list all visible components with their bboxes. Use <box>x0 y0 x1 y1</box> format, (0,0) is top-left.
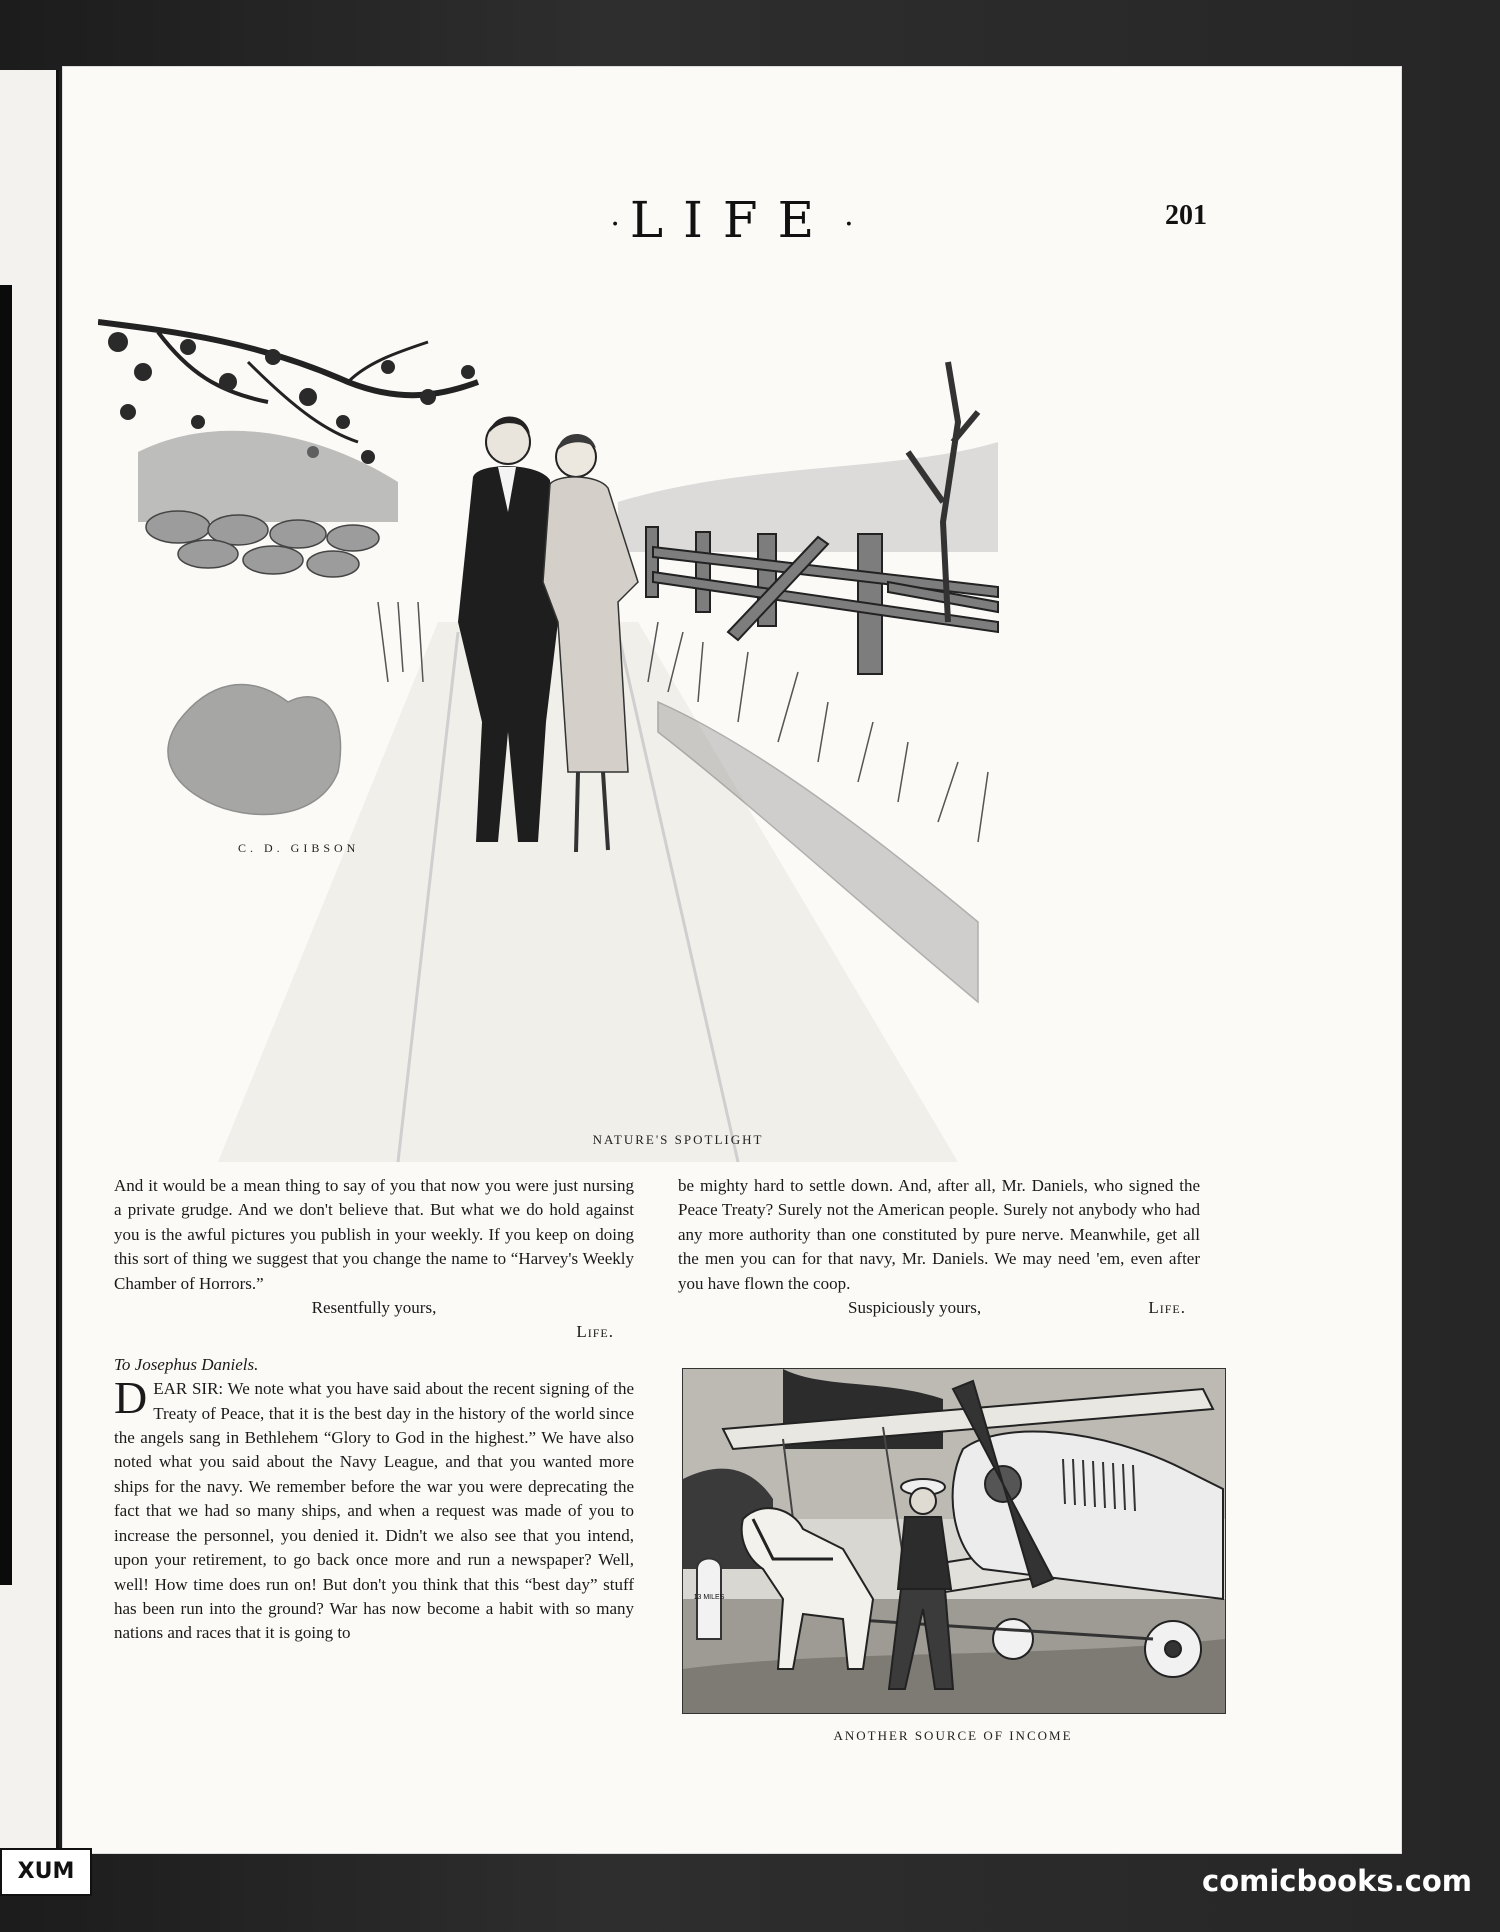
illustration-another-source-of-income <box>682 1368 1226 1714</box>
right-signature: Life. <box>1148 1298 1186 1318</box>
milestone <box>694 1559 725 1640</box>
milestone-text: 13 MILES <box>693 1594 725 1601</box>
left-paragraph: And it would be a mean thing to say of you that now you were just nursing a private grudge. And we don't believe that. But what we do hold against you is the awful pictures you publish in your weekly. If you keep on doing this sort of thing we suggest that you change the name to “Harvey's Weekly Chamber of Horrors.” <box>114 1176 634 1293</box>
artist-signature: C. D. GIBSON <box>238 841 360 855</box>
caption-natures-spotlight: NATURE'S SPOTLIGHT <box>592 1132 764 1147</box>
left-signature: Life. <box>576 1322 614 1342</box>
page-number: 201 <box>1165 200 1207 231</box>
right-closing: Suspiciously yours, <box>848 1298 982 1318</box>
letter-dropcap: D <box>114 1372 148 1424</box>
caption-another-source-of-income: ANOTHER SOURCE OF INCOME <box>833 1728 1073 1743</box>
illustration-natures-spotlight <box>98 302 1258 1162</box>
masthead-dot-left: · <box>610 206 620 242</box>
left-column <box>114 1174 634 1646</box>
right-column <box>678 1174 1200 1320</box>
letter-body-wrapper <box>114 1372 634 1645</box>
masthead-dot-right: · <box>844 206 854 242</box>
binding-shadow <box>0 285 12 1585</box>
site-watermark: comicbooks.com <box>1202 1864 1472 1898</box>
right-signoff-line <box>678 1296 1200 1320</box>
letter-salutation: To Josephus Daniels. <box>114 1354 259 1374</box>
letter-body: EAR SIR: We note what you have said about the recent signing of the Treaty of Peace, that it is the best day in the history of the world since the angels sang in Bethlehem “Glory to God in the highest.” We have also noted what you said about the Navy League, and that you wanted more ships for the navy. We remember before the war you were deprecating the fact that we had so many ships, and when a request was made of you to increase the personnel, you denied it. Didn't we also see that you intend, upon your retirement, to go back once more and run a newspaper? Well, well! How time does run on! But don't you think that this “best day” stuff has been run into the ground? War has now become a habit with so many nations and races that it is going to <box>114 1379 634 1643</box>
magazine-page <box>62 66 1402 1854</box>
left-closing: Resentfully yours, <box>311 1298 437 1318</box>
ground <box>683 1599 1225 1713</box>
masthead-title: LIFE <box>629 191 835 249</box>
right-paragraph: be mighty hard to settle down. And, after all, Mr. Daniels, who signed the Peace Treaty? Surely not the American people. Surely not anybody who had any more authority than one constituted by pure nerve. Meanwhile, get all the men you can for that navy, Mr. Daniels. We may need 'em, even after you have flown the coop. <box>678 1176 1200 1293</box>
tree-branch <box>98 322 478 442</box>
scanner-tag: XUM <box>0 1848 92 1896</box>
